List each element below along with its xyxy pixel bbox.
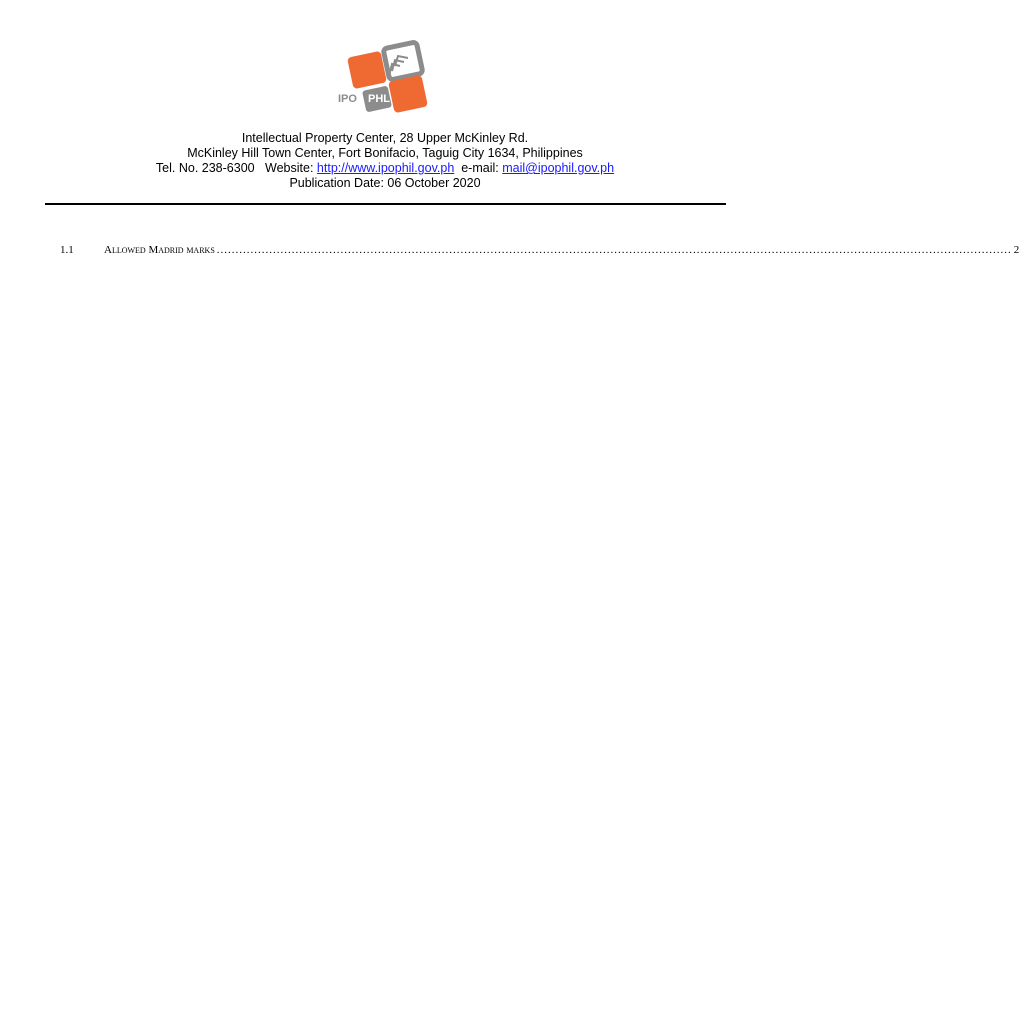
logo-text-phl: PHL bbox=[368, 93, 390, 105]
website-link[interactable]: http://www.ipophil.gov.ph bbox=[316, 161, 455, 175]
header-divider bbox=[45, 203, 726, 205]
toc-dot-leader: .................................................................................................................................................................................................................... bbox=[216, 244, 1012, 256]
letterhead bbox=[0, 131, 770, 191]
address-line-2: McKinley Hill Town Center, Fort Bonifacio, Taguig City 1634, Philippines bbox=[187, 146, 583, 160]
toc-entry-page: 2 bbox=[1013, 244, 1019, 256]
telephone: Tel. No. 238-6300 bbox=[155, 161, 255, 175]
email-label: e-mail: bbox=[461, 161, 499, 175]
email-link[interactable]: mail@ipophil.gov.ph bbox=[502, 161, 615, 175]
toc-entry-title: Allowed Madrid marks bbox=[104, 244, 215, 256]
publication-date: Publication Date: 06 October 2020 bbox=[289, 176, 481, 190]
ipophl-logo bbox=[334, 40, 434, 122]
logo-text-ipo: IPO bbox=[338, 93, 357, 105]
address-line-1: Intellectual Property Center, 28 Upper McKinley Rd. bbox=[241, 131, 529, 145]
toc-entry[interactable] bbox=[60, 243, 1019, 257]
toc-entry-number: 1.1 bbox=[60, 244, 74, 256]
website-label: Website: bbox=[265, 161, 314, 175]
contact-line bbox=[0, 161, 770, 176]
